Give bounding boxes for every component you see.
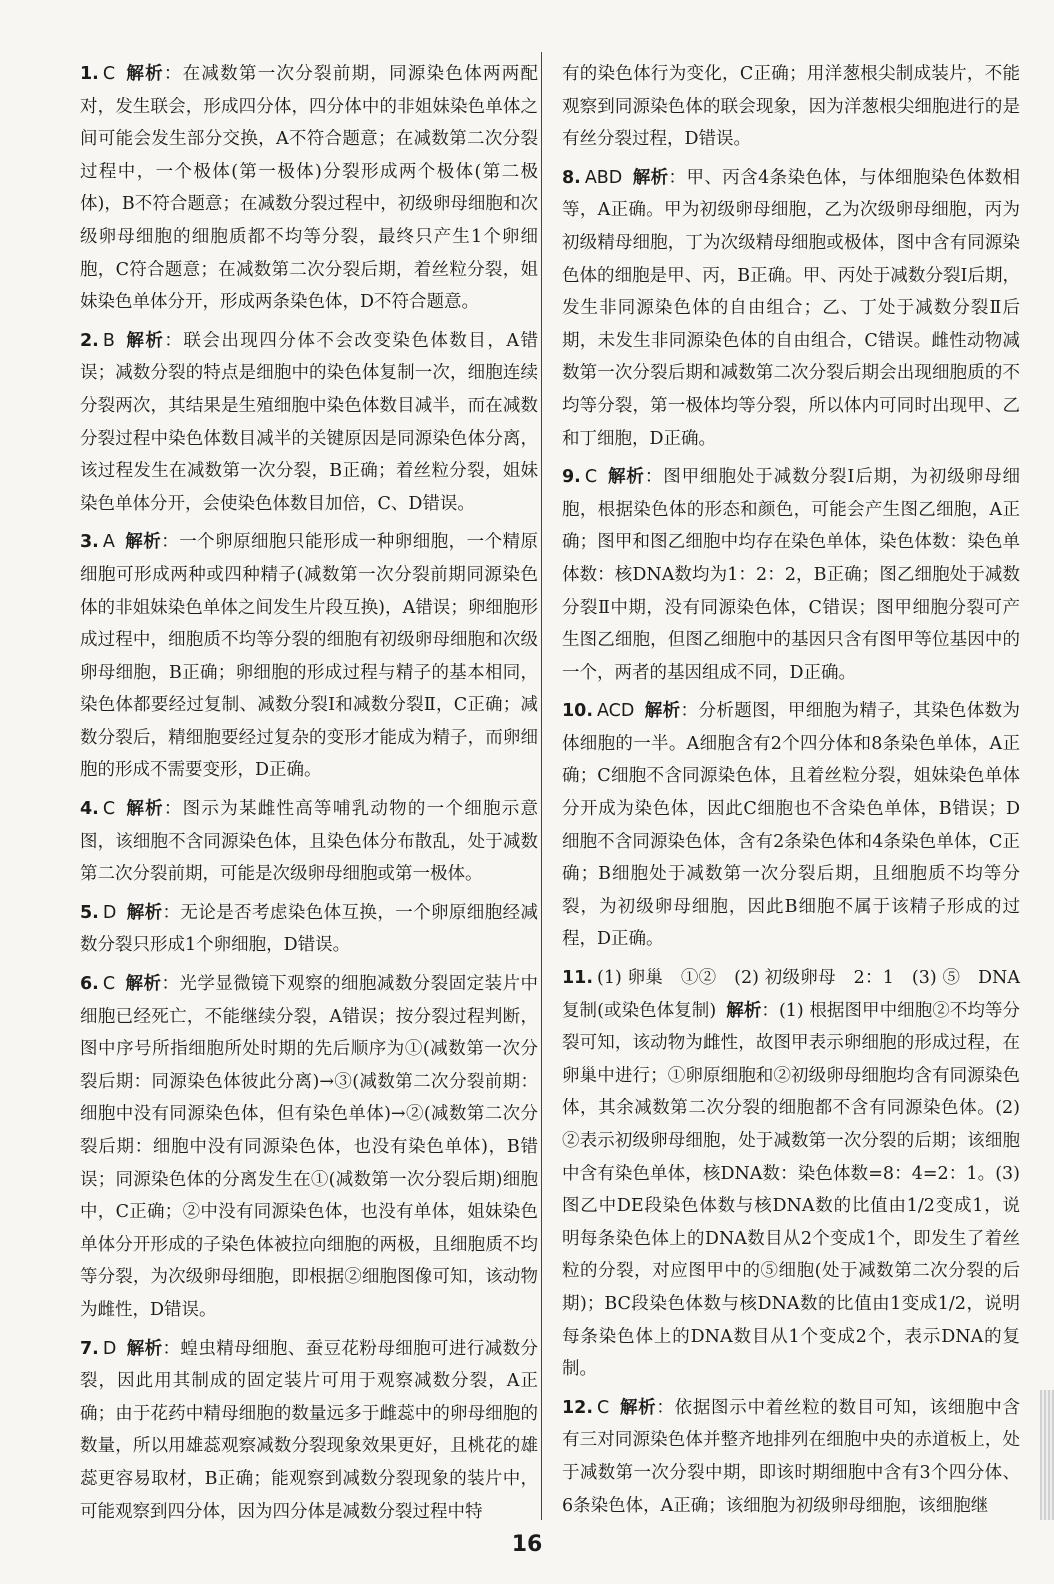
analysis-text: 图示为某雌性高等哺乳动物的一个细胞示意图，该细胞不含同源染色体，且染色体分布散乱，处于减数第二次分裂前期，可能是次级卵母细胞或第一极体。 (80, 799, 539, 885)
analysis-text: (1) 根据图甲中细胞②不均等分裂可知，该动物为雌性，故图甲表示卵细胞的形成过程，在卵巢中进行；①卵原细胞和②初级卵母细胞均含有同源染色体，其余减数第二次分裂的细胞都不含有同源染色体。(2) ②表示初级卵母细胞，处于减数第一次分裂的后期；该细胞中含有染色单体，核DNA数：染色体数=8：4=2：1。(3) 图乙中DE段染色体数与核DNA数的比值由1/2变成1，说明每条染色体上的DNA数目从2个变成1个，即发生了着丝粒的分裂，对应图甲中的⑤细胞(处于减数第二次分裂的后期)；BC段染色体数与核DNA数的比值由1变成1/2，说明每条染色体上的DNA数目从1个变成2个，表示DNA的复制。 (562, 1000, 1021, 1380)
answer-item: 3. A 解析：一个卵原细胞只能形成一种卵细胞，一个精原细胞可形成两种或四种精子(减数第一次分裂前期同源染色体的非姐妹染色单体之间发生片段互换)，A错误；卵细胞形成过程中，细胞质不均等分裂的细胞有初级卵母细胞和次级卵母细胞，B正确；卵细胞的形成过程与精子的基本相同，染色体都要经过复制、减数分裂Ⅰ和减数分裂Ⅱ，C正确；减数分裂后，精细胞要经过复杂的变形才能成为精子，而卵细胞的形成不需要变形，D正确。 (80, 532, 539, 781)
analysis-label: 解析 (126, 902, 163, 923)
analysis-label: 解析 (607, 467, 645, 488)
column-divider (541, 52, 542, 1520)
page-number: 16 (511, 1532, 543, 1557)
answer-choice: C (584, 467, 598, 488)
answer-item: 2. B 解析：联会出现四分体不会改变染色体数目，A错误；减数分裂的特点是细胞中的染色体复制一次，细胞连续分裂两次，其结果是生殖细胞中染色体数目减半，而在减数分裂过程中染色体数目减半的关键原因是同源染色体分离，该过程发生在减数第一次分裂，B正确；着丝粒分裂，姐妹染色单体分开，会使染色体数目加倍，C、D错误。 (80, 330, 539, 514)
answer-choice: ACD (597, 701, 635, 722)
question-number: 4. (80, 799, 99, 820)
analysis-text: 甲、丙含4条染色体，与体细胞染色体数相等，A正确。甲为初级卵母细胞，乙为次级卵母细胞，丙为初级精母细胞，丁为次级精母细胞或极体，图中含有同源染色体的细胞是甲、丙，B正确。甲、丙处于减数分裂Ⅰ后期，发生非同源染色体的自由组合；乙、丁处于减数分裂Ⅱ后期，未发生非同源染色体的自由组合，C错误。雌性动物减数第一次分裂后期和减数第二次分裂后期会出现细胞质的不均等分裂，第一极体均等分裂，所以体内可同时出现甲、乙和丁细胞，D正确。 (562, 167, 1021, 449)
answer-choice: C (597, 1397, 610, 1418)
answer-choice: D (102, 1338, 117, 1359)
answer-item: 9. C 解析：图甲细胞处于减数分裂Ⅰ后期，为初级卵母细胞，根据染色体的形态和颜色，可能会产生图乙细胞，A正确；图甲和图乙细胞中均存在染色单体，染色体数：染色单体数：核DNA数均为1：2：2，B正确；图乙细胞处于减数分裂Ⅱ中期，没有同源染色体，C错误；图甲细胞分裂可产生图乙细胞，但图乙细胞中的基因只含有图甲等位基因中的一个，两者的基因组成不同，D正确。 (562, 467, 1021, 683)
analysis-label: 解析 (124, 330, 165, 351)
analysis-text: 联会出现四分体不会改变染色体数目，A错误；减数分裂的特点是细胞中的染色体复制一次，细胞连续分裂两次，其结果是生殖细胞中染色体数目减半，而在减数分裂过程中染色体数目减半的关键原因是同源染色体分离，该过程发生在减数第一次分裂，B正确；着丝粒分裂，姐妹染色单体分开，会使染色体数目加倍，C、D错误。 (80, 330, 539, 514)
question-number: 5. (80, 902, 99, 923)
question-number: 12. (562, 1397, 594, 1418)
analysis-label: 解析 (632, 167, 669, 188)
question-number: 10. (562, 701, 594, 722)
page-edge (1040, 1390, 1054, 1520)
analysis-text: 一个卵原细胞只能形成一种卵细胞，一个精原细胞可形成两种或四种精子(减数第一次分裂前期同源染色体的非姐妹染色单体之间发生片段互换)，A错误；卵细胞形成过程中，细胞质不均等分裂的细胞有初级卵母细胞和次级卵母细胞，B正确；卵细胞的形成过程与精子的基本相同，染色体都要经过复制、减数分裂Ⅰ和减数分裂Ⅱ，C正确；减数分裂后，精细胞要经过复杂的变形才能成为精子，而卵细胞的形成不需要变形，D正确。 (80, 532, 539, 781)
analysis-label: 解析 (644, 701, 681, 722)
answer-choice: (1) 卵巢 ①② (2) 初级卵母 2：1 (3) ⑤ DNA复制(或染色体复制) (562, 968, 1020, 1021)
analysis-label: 解析 (726, 1000, 762, 1021)
answer-choice: C (102, 974, 116, 995)
analysis-text: 光学显微镜下观察的细胞减数分裂固定装片中细胞已经死亡，不能继续分裂，A错误；按分裂过程判断，图中序号所指细胞所处时期的先后顺序为①(减数第一次分裂后期：同源染色体彼此分离)→③(减数第二次分裂前期：细胞中没有同源染色体，但有染色单体)→②(减数第二次分裂后期：细胞中没有同源染色体，也没有染色单体)，B错误；同源染色体的分离发生在①(减数第一次分裂后期)细胞中，C正确；②中没有同源染色体，也没有单体，姐妹染色单体分开形成的子染色体被拉向细胞的两极，且细胞质不均等分裂，为次级卵母细胞，即根据②细胞图像可知，该动物为雌性，D错误。 (80, 974, 539, 1320)
answer-item: 7. D 解析：蝗虫精母细胞、蚕豆花粉母细胞可进行减数分裂，因此用其制成的固定装片可用于观察减数分裂，A正确；由于花药中精母细胞的数量远多于雌蕊中的卵母细胞的数量，所以用雄蕊观察减数分裂现象效果更好，且桃花的雄蕊更容易取材，B正确；能观察到减数分裂现象的装片中，可能观察到四分体，因为四分体是减数分裂过程中特 (80, 1338, 539, 1522)
answer-choice: B (102, 330, 115, 351)
answer-choice: C (102, 64, 116, 84)
analysis-text: 在减数第一次分裂前期，同源染色体两两配对，发生联会，形成四分体，四分体中的非姐妹染色单体之间可能会发生部分交换，A不符合题意；在减数第二次分裂过程中，一个极体(第一极体)分裂形成两个极体(第二极体)，B不符合题意；在减数分裂过程中，初级卵母细胞和次级卵母细胞的细胞质都不均等分裂，最终只产生1个卵细胞，C符合题意；在减数第二次分裂后期，着丝粒分裂，姐妹染色单体分开，形成两条染色体，D不符合题意。 (80, 64, 539, 313)
analysis-label: 解析 (125, 64, 164, 84)
question-number: 3. (80, 532, 99, 553)
answer-item: 11. (1) 卵巢 ①② (2) 初级卵母 2：1 (3) ⑤ DNA复制(或染色体复制) 解析：(1) 根据图甲中细胞②不均等分裂可知，该动物为雌性，故图甲表示卵细胞的形成过程，在卵巢中进行；①卵原细胞和②初级卵母细胞均含有同源染色体，其余减数第二次分裂的细胞都不含有同源染色体。(2) ②表示初级卵母细胞，处于减数第一次分裂的后期；该细胞中含有染色单体，核DNA数：染色体数=8：4=2：1。(3) 图乙中DE段染色体数与核DNA数的比值由1/2变成1，说明每条染色体上的DNA数目从2个变成1个，即发生了着丝粒的分裂，对应图甲中的⑤细胞(处于减数第二次分裂的后期)；BC段染色体数与核DNA数的比值由1变成1/2，说明每条染色体上的DNA数目从1个变成2个，表示DNA的复制。 (562, 968, 1021, 1380)
analysis-label: 解析 (125, 974, 162, 995)
answer-item: 5. D 解析：无论是否考虑染色体互换，一个卵原细胞经减数分裂只形成1个卵细胞，D错误。 (80, 902, 539, 956)
analysis-text: 蝗虫精母细胞、蚕豆花粉母细胞可进行减数分裂，因此用其制成的固定装片可用于观察减数分裂，A正确；由于花药中精母细胞的数量远多于雌蕊中的卵母细胞的数量，所以用雄蕊观察减数分裂现象效果更好，且桃花的雄蕊更容易取材，B正确；能观察到减数分裂现象的装片中，可能观察到四分体，因为四分体是减数分裂过程中特 (80, 1338, 539, 1522)
answer-choice: A (102, 532, 115, 553)
answer-item: 10. ACD 解析：分析题图，甲细胞为精子，其染色体数为体细胞的一半。A细胞含有2个四分体和8条染色单体，A正确；C细胞不含同源染色体，且着丝粒分裂，姐妹染色单体分开成为染色体，因此C细胞也不含染色单体，B错误；D细胞不含同源染色体，含有2条染色体和4条染色单体，C正确；B细胞处于减数第一次分裂后期，且细胞质不均等分裂，为初级卵母细胞，因此B细胞不属于该精子形成的过程，D正确。 (562, 701, 1021, 950)
answer-item: 6. C 解析：光学显微镜下观察的细胞减数分裂固定装片中细胞已经死亡，不能继续分裂，A错误；按分裂过程判断，图中序号所指细胞所处时期的先后顺序为①(减数第一次分裂后期：同源染色体彼此分离)→③(减数第二次分裂前期：细胞中没有同源染色体，但有染色单体)→②(减数第二次分裂后期：细胞中没有同源染色体，也没有染色单体)，B错误；同源染色体的分离发生在①(减数第一次分裂后期)细胞中，C正确；②中没有同源染色体，也没有单体，姐妹染色单体分开形成的子染色体被拉向细胞的两极，且细胞质不均等分裂，为次级卵母细胞，即根据②细胞图像可知，该动物为雌性，D错误。 (80, 974, 539, 1320)
answer-choice: C (102, 799, 116, 820)
right-column (562, 58, 1020, 1528)
question-number: 7. (80, 1338, 99, 1359)
question-number: 11. (562, 968, 594, 989)
question-number: 1. (80, 64, 99, 84)
answer-item: 8. ABD 解析：甲、丙含4条染色体，与体细胞染色体数相等，A正确。甲为初级卵母细胞，乙为次级卵母细胞，丙为初级精母细胞，丁为次级精母细胞或极体，图中含有同源染色体的细胞是甲、丙，B正确。甲、丙处于减数分裂Ⅰ后期，发生非同源染色体的自由组合；乙、丁处于减数分裂Ⅱ后期，未发生非同源染色体的自由组合，C错误。雌性动物减数第一次分裂后期和减数第二次分裂后期会出现细胞质的不均等分裂，第一极体均等分裂，所以体内可同时出现甲、乙和丁细胞，D正确。 (562, 167, 1021, 449)
answer-choice: ABD (584, 167, 623, 188)
answer-item: 4. C 解析：图示为某雌性高等哺乳动物的一个细胞示意图，该细胞不含同源染色体，且染色体分布散乱，处于减数第二次分裂前期，可能是次级卵母细胞或第一极体。 (80, 799, 539, 885)
question-number: 9. (562, 467, 581, 488)
analysis-label: 解析 (126, 1338, 163, 1359)
analysis-text: 分析题图，甲细胞为精子，其染色体数为体细胞的一半。A细胞含有2个四分体和8条染色单体，A正确；C细胞不含同源染色体，且着丝粒分裂，姐妹染色单体分开成为染色体，因此C细胞也不含染色单体，B错误；D细胞不含同源染色体，含有2条染色体和4条染色单体，C正确；B细胞处于减数第一次分裂后期，且细胞质不均等分裂，为初级卵母细胞，因此B细胞不属于该精子形成的过程，D正确。 (562, 701, 1021, 950)
answer-item: 1. C 解析：在减数第一次分裂前期，同源染色体两两配对，发生联会，形成四分体，四分体中的非姐妹染色单体之间可能会发生部分交换，A不符合题意；在减数第二次分裂过程中，一个极体(第一极体)分裂形成两个极体(第二极体)，B不符合题意；在减数分裂过程中，初级卵母细胞和次级卵母细胞的细胞质都不均等分裂，最终只产生1个卵细胞，C符合题意；在减数第二次分裂后期，着丝粒分裂，姐妹染色单体分开，形成两条染色体，D不符合题意。 (80, 64, 539, 313)
question-number: 6. (80, 974, 99, 995)
left-column (80, 58, 538, 1534)
analysis-label: 解析 (619, 1397, 657, 1418)
analysis-text: 无论是否考虑染色体互换，一个卵原细胞经减数分裂只形成1个卵细胞，D错误。 (80, 902, 539, 956)
question-number: 2. (80, 330, 99, 351)
analysis-label: 解析 (125, 799, 164, 820)
question-number: 8. (562, 167, 581, 188)
answer-continuation (562, 58, 1020, 156)
analysis-text: 图甲细胞处于减数分裂Ⅰ后期，为初级卵母细胞，根据染色体的形态和颜色，可能会产生图乙细胞，A正确；图甲和图乙细胞中均存在染色单体，染色体数：染色单体数：核DNA数均为1：2：2，B正确；图乙细胞处于减数分裂Ⅱ中期，没有同源染色体，C错误；图甲细胞分裂可产生图乙细胞，但图乙细胞中的基因只含有图甲等位基因中的一个，两者的基因组成不同，D正确。 (562, 467, 1021, 683)
analysis-label: 解析 (124, 532, 162, 553)
answer-item: 12. C 解析：依据图示中着丝粒的数目可知，该细胞中含有三对同源染色体并整齐地排列在细胞中央的赤道板上，处于减数第一次分裂中期，即该时期细胞中含有3个四分体、6条染色体，A正确；该细胞为初级卵母细胞，该细胞继 (562, 1397, 1021, 1516)
analysis-text: 有的染色体行为变化，C正确；用洋葱根尖制成装片，不能观察到同源染色体的联会现象，因为洋葱根尖细胞进行的是有丝分裂过程，D错误。 (562, 64, 1020, 150)
analysis-text: 依据图示中着丝粒的数目可知，该细胞中含有三对同源染色体并整齐地排列在细胞中央的赤道板上，处于减数第一次分裂中期，即该时期细胞中含有3个四分体、6条染色体，A正确；该细胞为初级卵母细胞，该细胞继 (562, 1397, 1021, 1516)
answer-choice: D (102, 902, 117, 923)
